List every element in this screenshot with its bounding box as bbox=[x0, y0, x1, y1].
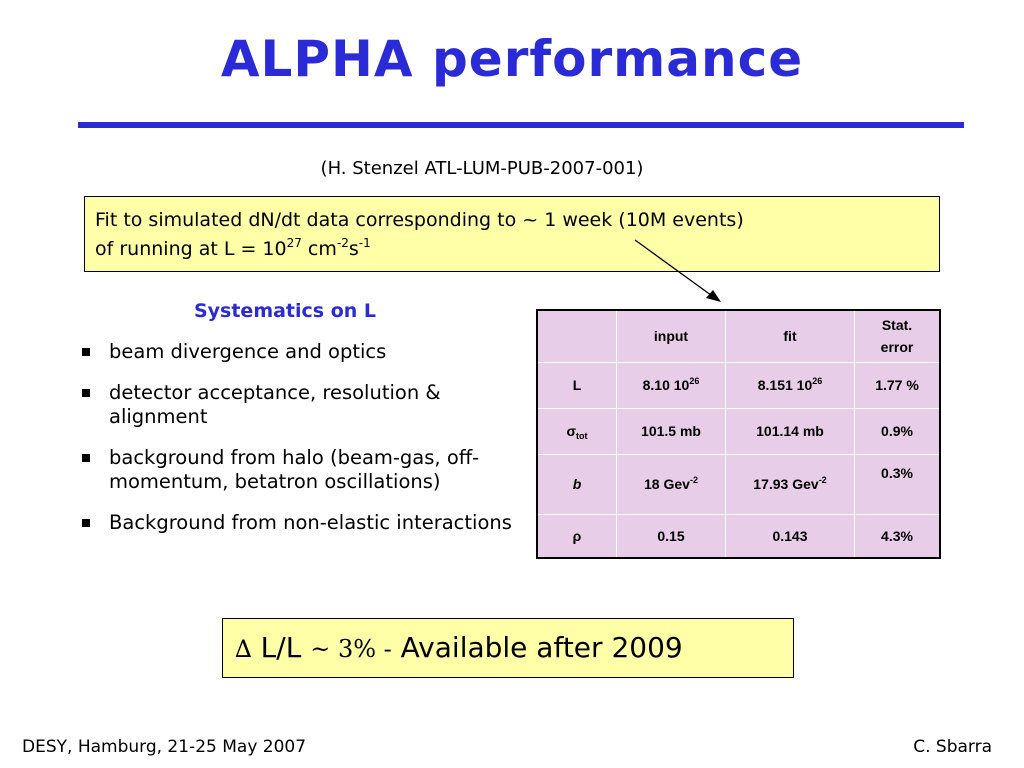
error-cell: 0.3% bbox=[855, 454, 941, 514]
bullet-square-icon bbox=[82, 454, 90, 462]
result-text-ll: L/L bbox=[251, 631, 311, 664]
list-item bbox=[82, 381, 532, 429]
fit-description-line2 bbox=[95, 235, 929, 264]
error-cell: 1.77 % bbox=[855, 362, 941, 408]
input-cell: 101.5 mb bbox=[617, 408, 726, 454]
bullet-square-icon bbox=[82, 389, 90, 397]
table-row bbox=[537, 514, 940, 558]
input-cell: 0.15 bbox=[617, 514, 726, 558]
list-item-text: beam divergence and optics bbox=[109, 340, 387, 363]
cm-exponent: -2 bbox=[336, 236, 349, 250]
input-cell: 18 Gev$^{-2}$ bbox=[617, 454, 726, 514]
param-cell: L bbox=[537, 362, 617, 408]
fit-cell: 17.93 Gev$^{-2}$ bbox=[726, 454, 855, 514]
table-row bbox=[537, 362, 940, 408]
fit-cell: 8.151 $10^{26}$ bbox=[726, 362, 855, 408]
fit-results-table bbox=[536, 309, 941, 559]
list-item-text: Background from non-elastic interactions bbox=[109, 511, 512, 534]
error-cell: 4.3% bbox=[855, 514, 941, 558]
header-fit: fit bbox=[726, 310, 855, 362]
list-item bbox=[82, 340, 532, 364]
list-item-text: background from halo (beam-gas, off-momentum, betatron oscillations) bbox=[109, 446, 480, 493]
unit-cm: cm bbox=[301, 238, 337, 260]
fit-description-box bbox=[84, 196, 940, 272]
bullet-square-icon bbox=[82, 519, 90, 527]
footer-venue: DESY, Hamburg, 21-25 May 2007 bbox=[22, 737, 307, 757]
footer-author: C. Sbarra bbox=[913, 737, 992, 757]
list-item-text: detector acceptance, resolution & alignment bbox=[109, 381, 441, 428]
header-param bbox=[537, 310, 617, 362]
delta-symbol: ∆ bbox=[235, 635, 252, 663]
param-cell: ρ bbox=[537, 514, 617, 558]
result-summary-box bbox=[222, 618, 794, 678]
title-underline bbox=[78, 122, 964, 128]
s-exponent: -1 bbox=[358, 236, 371, 250]
param-cell: b bbox=[537, 454, 617, 514]
bullet-square-icon bbox=[82, 348, 90, 356]
fit-cell: 101.14 mb bbox=[726, 408, 855, 454]
slide-title: ALPHA performance bbox=[220, 30, 804, 88]
fit-cell: 0.143 bbox=[726, 514, 855, 558]
systematics-list bbox=[82, 340, 532, 552]
unit-s: s bbox=[348, 238, 359, 260]
list-item bbox=[82, 446, 532, 494]
header-stat-error: Stat. error bbox=[855, 310, 941, 362]
fit-line2-prefix: of running at L = 10 bbox=[95, 238, 287, 260]
luminosity-exponent: 27 bbox=[286, 236, 302, 250]
result-approx-value: ~ 3% - bbox=[310, 635, 392, 663]
param-cell: $\sigma_{tot}$ bbox=[537, 408, 617, 454]
result-text-available: Available after 2009 bbox=[391, 631, 683, 664]
list-item bbox=[82, 511, 532, 535]
input-cell: 8.10 $10^{26}$ bbox=[617, 362, 726, 408]
systematics-heading: Systematics on L bbox=[193, 300, 377, 322]
table-row bbox=[537, 408, 940, 454]
header-input: input bbox=[617, 310, 726, 362]
fit-description-line1: Fit to simulated dN/dt data corresponding to ~ 1 week (10M events) bbox=[95, 209, 744, 231]
table-header-row bbox=[537, 310, 940, 362]
table-row bbox=[537, 454, 940, 514]
error-cell: 0.9% bbox=[855, 408, 941, 454]
reference-subtitle: (H. Stenzel ATL-LUM-PUB-2007-001) bbox=[320, 158, 644, 179]
